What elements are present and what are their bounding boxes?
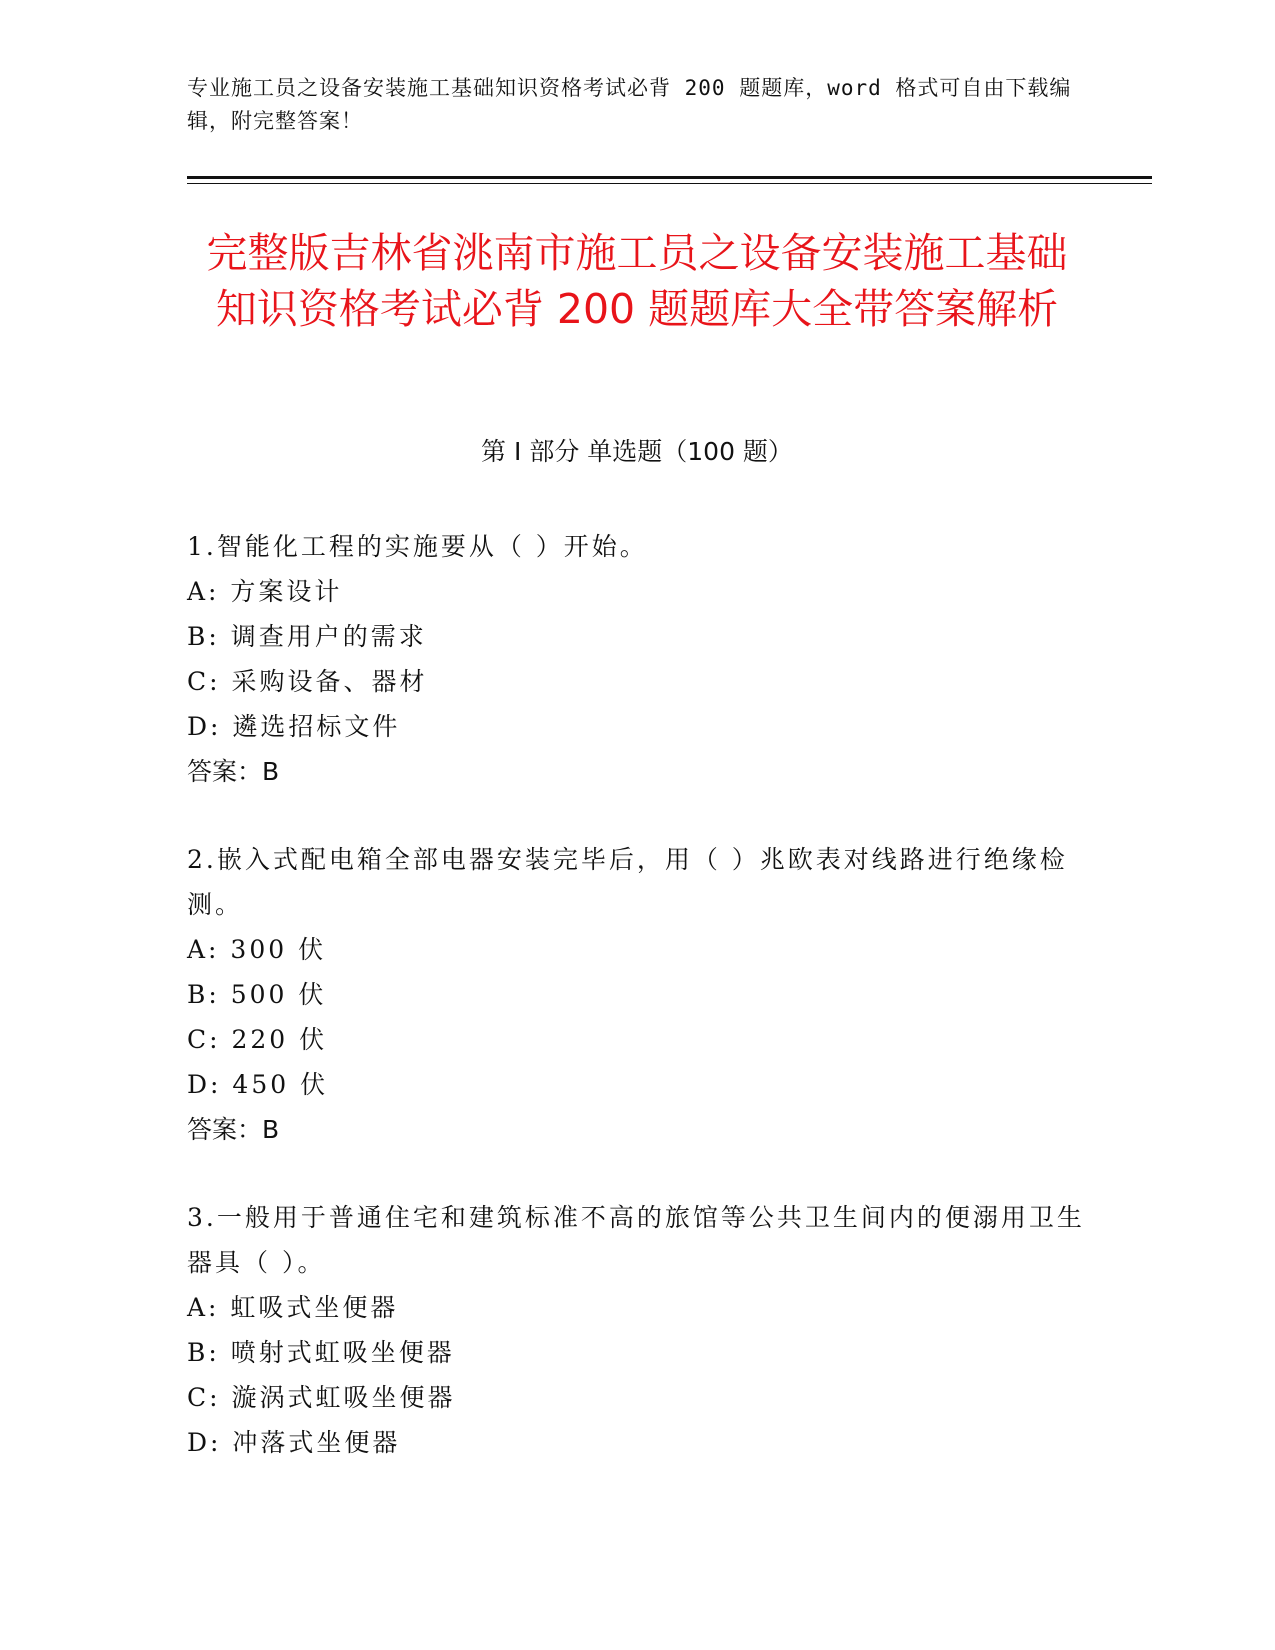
question-3	[187, 1195, 1087, 1465]
option-b: B: 500 伏	[187, 980, 327, 1009]
question-list	[187, 524, 1087, 1508]
document-title: 完整版吉林省洮南市施工员之设备安装施工基础知识资格考试必背 200 题题库大全带答案解析	[206, 229, 1068, 333]
option-c: C: 漩涡式虹吸坐便器	[187, 1383, 456, 1412]
option-b: B: 喷射式虹吸坐便器	[187, 1338, 455, 1367]
option-b: B: 调查用户的需求	[187, 622, 427, 651]
option-a: A: 300 伏	[187, 935, 327, 964]
option-c: C: 采购设备、器材	[187, 667, 428, 696]
option-d: D: 冲落式坐便器	[187, 1428, 401, 1457]
section-title: 第 I 部分 单选题（100 题）	[481, 437, 793, 466]
option-d: D: 450 伏	[187, 1070, 329, 1099]
answer: 答案：B	[187, 757, 280, 786]
answer: 答案：B	[187, 1115, 280, 1144]
header-divider-thick	[187, 176, 1152, 179]
header-note: 专业施工员之设备安装施工基础知识资格考试必背 200 题题库，word 格式可自由下载编辑，附完整答案！	[187, 76, 1072, 133]
question-1	[187, 524, 1087, 794]
header-divider-thin	[187, 183, 1152, 184]
option-d: D: 遴选招标文件	[187, 712, 401, 741]
option-c: C: 220 伏	[187, 1025, 328, 1054]
question-stem: 2.嵌入式配电箱全部电器安装完毕后，用（ ）兆欧表对线路进行绝缘检测。	[187, 845, 1068, 919]
question-stem: 1.智能化工程的实施要从（ ）开始。	[187, 532, 648, 561]
question-stem: 3.一般用于普通住宅和建筑标准不高的旅馆等公共卫生间内的便溺用卫生器具（ ）。	[187, 1203, 1085, 1277]
option-a: A: 方案设计	[187, 577, 343, 606]
option-a: A: 虹吸式坐便器	[187, 1293, 399, 1322]
question-2	[187, 837, 1087, 1152]
